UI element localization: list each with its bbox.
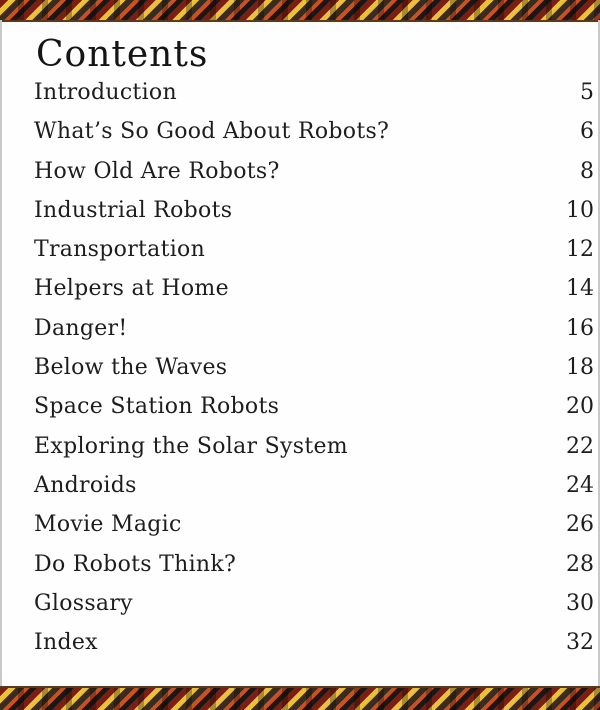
toc-entry-page: 28 bbox=[566, 551, 594, 577]
toc-entry-page: 22 bbox=[566, 433, 594, 459]
toc-entry-page: 6 bbox=[580, 119, 594, 145]
toc-entry-page: 5 bbox=[580, 80, 594, 105]
toc-entry-title: Exploring the Solar System bbox=[34, 433, 348, 459]
toc-entry[interactable] bbox=[34, 237, 594, 276]
toc-entry-page: 8 bbox=[580, 158, 594, 184]
toc-entry-title: Below the Waves bbox=[34, 355, 228, 381]
toc-entry[interactable] bbox=[34, 276, 594, 315]
toc-entry[interactable] bbox=[34, 159, 594, 198]
toc-entry[interactable] bbox=[34, 80, 594, 119]
toc-entry-page: 20 bbox=[566, 394, 594, 420]
toc-entry-page: 30 bbox=[566, 590, 594, 616]
toc-entry-title: Introduction bbox=[34, 80, 177, 105]
toc-entry[interactable] bbox=[34, 591, 594, 630]
toc-entry-title: How Old Are Robots? bbox=[34, 158, 280, 184]
toc-entry-page: 12 bbox=[566, 237, 594, 263]
toc-entry-title: Androids bbox=[34, 472, 137, 498]
toc-entry[interactable] bbox=[34, 355, 594, 394]
toc-entry-title: Transportation bbox=[34, 237, 206, 263]
table-of-contents bbox=[34, 80, 594, 669]
toc-entry-title: What’s So Good About Robots? bbox=[34, 119, 390, 145]
toc-entry[interactable] bbox=[34, 630, 594, 669]
toc-entry-title: Index bbox=[34, 630, 98, 656]
page-title: Contents bbox=[36, 34, 209, 75]
toc-entry-page: 26 bbox=[566, 512, 594, 538]
toc-entry[interactable] bbox=[34, 198, 594, 237]
toc-entry[interactable] bbox=[34, 394, 594, 433]
toc-entry[interactable] bbox=[34, 512, 594, 551]
toc-entry-title: Space Station Robots bbox=[34, 394, 280, 420]
toc-entry-title: Do Robots Think? bbox=[34, 551, 237, 577]
toc-entry[interactable] bbox=[34, 552, 594, 591]
toc-entry-page: 24 bbox=[566, 472, 594, 498]
toc-entry-page: 32 bbox=[566, 630, 594, 656]
toc-entry-title: Movie Magic bbox=[34, 512, 182, 538]
toc-entry-page: 18 bbox=[566, 355, 594, 381]
decorative-bottom-border bbox=[0, 688, 600, 710]
toc-entry[interactable] bbox=[34, 434, 594, 473]
toc-entry[interactable] bbox=[34, 316, 594, 355]
toc-entry-page: 16 bbox=[566, 315, 594, 341]
toc-entry-page: 10 bbox=[566, 197, 594, 223]
left-edge bbox=[0, 20, 2, 688]
toc-entry-title: Helpers at Home bbox=[34, 276, 229, 302]
top-frame-line bbox=[0, 20, 600, 22]
toc-entry-page: 14 bbox=[566, 276, 594, 302]
toc-entry[interactable] bbox=[34, 119, 594, 158]
decorative-top-border bbox=[0, 0, 600, 20]
toc-entry-title: Industrial Robots bbox=[34, 197, 233, 223]
toc-entry[interactable] bbox=[34, 473, 594, 512]
toc-entry-title: Danger! bbox=[34, 315, 128, 341]
toc-entry-title: Glossary bbox=[34, 590, 133, 616]
